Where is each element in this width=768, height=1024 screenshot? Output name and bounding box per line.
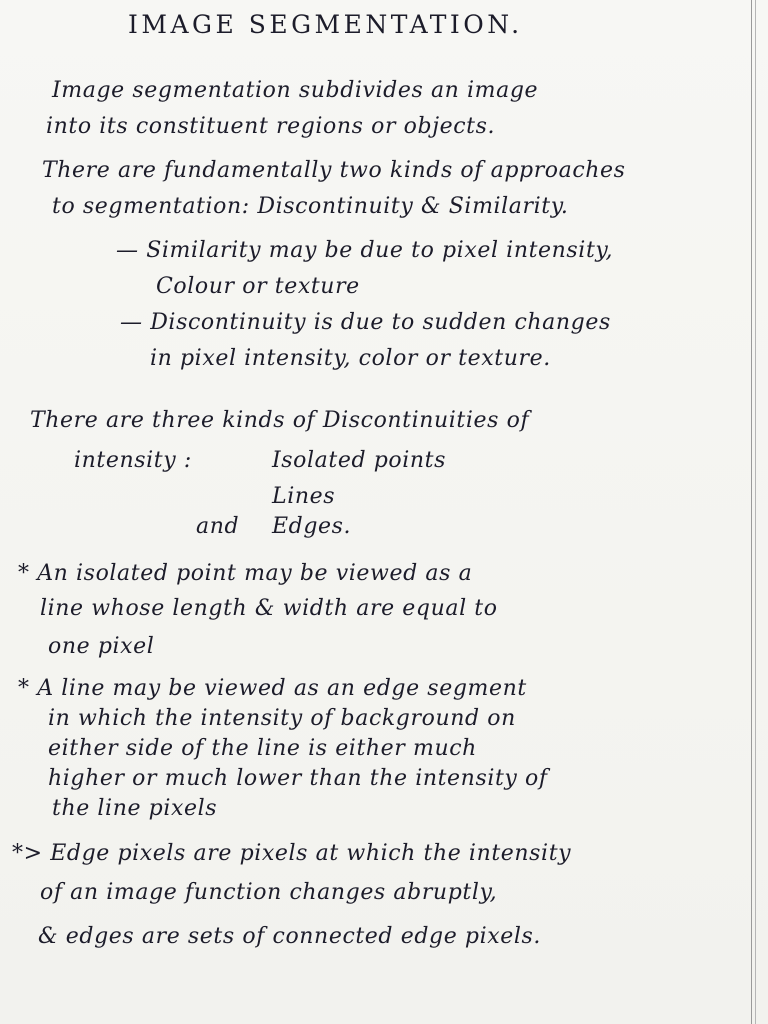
p2-bullet-2-line-1: — Discontinuity is due to sudden changes xyxy=(120,310,611,335)
note3-line-3: & edges are sets of connected edge pixels. xyxy=(38,924,541,949)
note2-line-4: higher or much lower than the intensity of xyxy=(48,766,548,791)
p3-line-1: There are three kinds of Discontinuities of xyxy=(30,408,530,433)
page-margin-line xyxy=(751,0,752,1024)
note2-line-2: in which the intensity of background on xyxy=(48,706,516,731)
p3-and: and xyxy=(196,514,240,539)
p1-line-1: Image segmentation subdivides an image xyxy=(52,78,539,103)
page-title: IMAGE SEGMENTATION. xyxy=(128,10,523,39)
p3-label: intensity : xyxy=(74,448,192,473)
note1-line-2: line whose length & width are equal to xyxy=(40,596,498,621)
p2-bullet-1-line-2: Colour or texture xyxy=(156,274,360,299)
note2-line-3: either side of the line is either much xyxy=(48,736,477,761)
note3-line-2: of an image function changes abruptly, xyxy=(40,880,498,905)
p3-item-edges: Edges. xyxy=(272,514,352,539)
note1-line-1: * An isolated point may be viewed as a xyxy=(18,561,473,586)
p3-item-isolated-points: Isolated points xyxy=(272,448,446,473)
note2-line-5: the line pixels xyxy=(52,796,218,821)
p2-bullet-2-line-2: in pixel intensity, color or texture. xyxy=(150,346,551,371)
page-margin-line-outer xyxy=(755,0,756,1024)
p2-line-2: to segmentation: Discontinuity & Similarity. xyxy=(52,194,569,219)
p1-line-2: into its constituent regions or objects. xyxy=(46,114,496,139)
p3-item-lines: Lines xyxy=(272,484,336,509)
p2-bullet-1-line-1: — Similarity may be due to pixel intensity, xyxy=(116,238,614,263)
note3-line-1: *> Edge pixels are pixels at which the intensity xyxy=(12,841,572,866)
note1-line-3: one pixel xyxy=(48,634,155,659)
note2-line-1: * A line may be viewed as an edge segment xyxy=(18,676,527,701)
p2-line-1: There are fundamentally two kinds of approaches xyxy=(42,158,626,183)
